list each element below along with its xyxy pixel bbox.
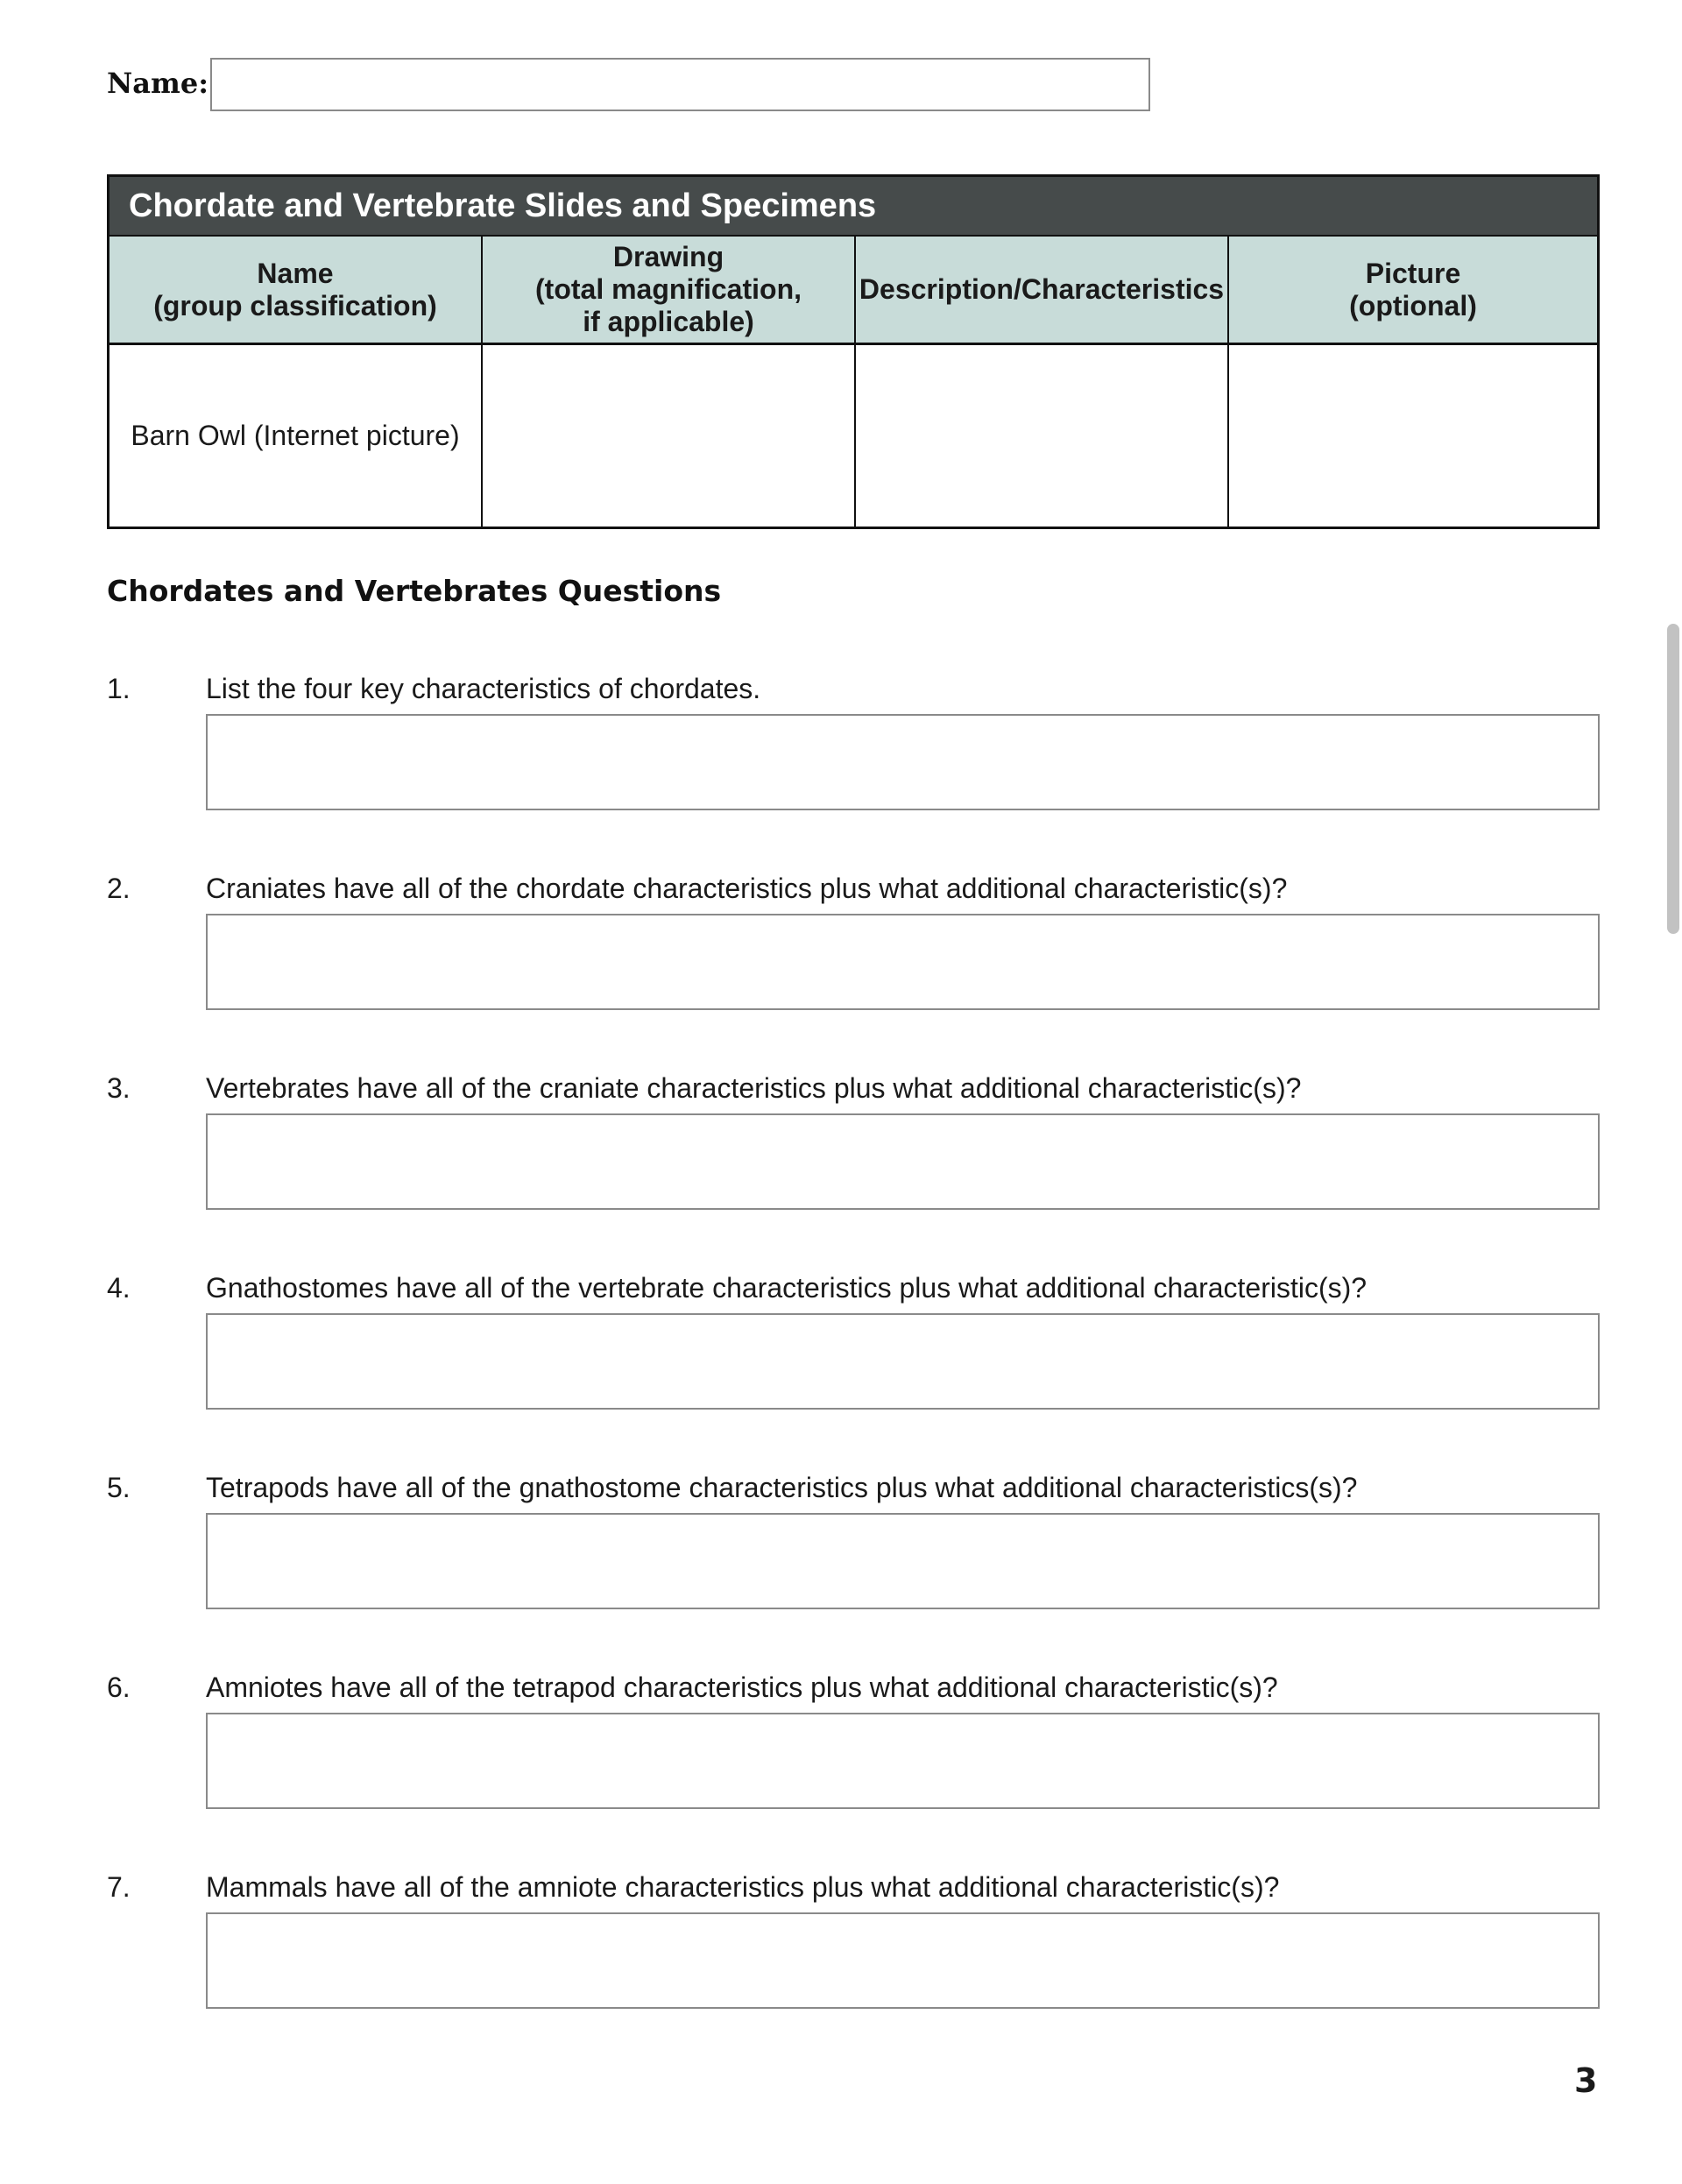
question-text: Tetrapods have all of the gnathostome characteristics plus what additional characteristics(s)?: [206, 1472, 1358, 1503]
answer-field-5[interactable]: [206, 1513, 1600, 1609]
answer-field-3[interactable]: [206, 1113, 1600, 1210]
column-header-name: Name (group classification): [110, 237, 483, 343]
question-number: 5.: [107, 1472, 131, 1503]
question-number: 3.: [107, 1072, 131, 1104]
question-text: Amniotes have all of the tetrapod characteristics plus what additional characteristic(s)?: [206, 1672, 1278, 1703]
answer-field-1[interactable]: [206, 714, 1600, 810]
question-number: 1.: [107, 673, 131, 704]
column-header-description: Description/Characteristics: [856, 237, 1229, 343]
question-number: 4.: [107, 1272, 131, 1304]
questions-heading: Chordates and Vertebrates Questions: [107, 574, 722, 608]
page-number: 3: [1574, 2061, 1598, 2100]
name-label: Name:: [107, 67, 209, 100]
column-header-picture: Picture (optional): [1349, 257, 1477, 322]
specimen-name-cell: Barn Owl (Internet picture): [110, 345, 483, 527]
scrollbar-thumb[interactable]: [1667, 624, 1679, 934]
question-number: 2.: [107, 873, 131, 904]
specimen-table: [107, 174, 1600, 529]
question-text: Mammals have all of the amniote characteristics plus what additional characteristic(s)?: [206, 1871, 1280, 1903]
question-number: 7.: [107, 1871, 131, 1903]
column-header-drawing: Drawing (total magnification, if applicable): [483, 237, 856, 343]
specimen-table-header: [110, 235, 1597, 345]
answer-field-6[interactable]: [206, 1713, 1600, 1809]
picture-cell[interactable]: [1229, 345, 1597, 527]
answer-field-7[interactable]: [206, 1912, 1600, 2009]
table-row: [110, 345, 1597, 527]
question-text: Craniates have all of the chordate characteristics plus what additional characteristic(s)?: [206, 873, 1288, 904]
answer-field-4[interactable]: [206, 1313, 1600, 1410]
answer-field-2[interactable]: [206, 914, 1600, 1010]
question-text: Gnathostomes have all of the vertebrate characteristics plus what additional characteristic(s)?: [206, 1272, 1368, 1304]
question-text: List the four key characteristics of chordates.: [206, 673, 761, 704]
drawing-cell[interactable]: [483, 345, 856, 527]
question-text: Vertebrates have all of the craniate characteristics plus what additional characteristic(s)?: [206, 1072, 1302, 1104]
specimen-table-title: Chordate and Vertebrate Slides and Specimens: [110, 177, 1597, 235]
name-input[interactable]: [210, 58, 1150, 111]
description-cell[interactable]: [856, 345, 1229, 527]
question-number: 6.: [107, 1672, 131, 1703]
